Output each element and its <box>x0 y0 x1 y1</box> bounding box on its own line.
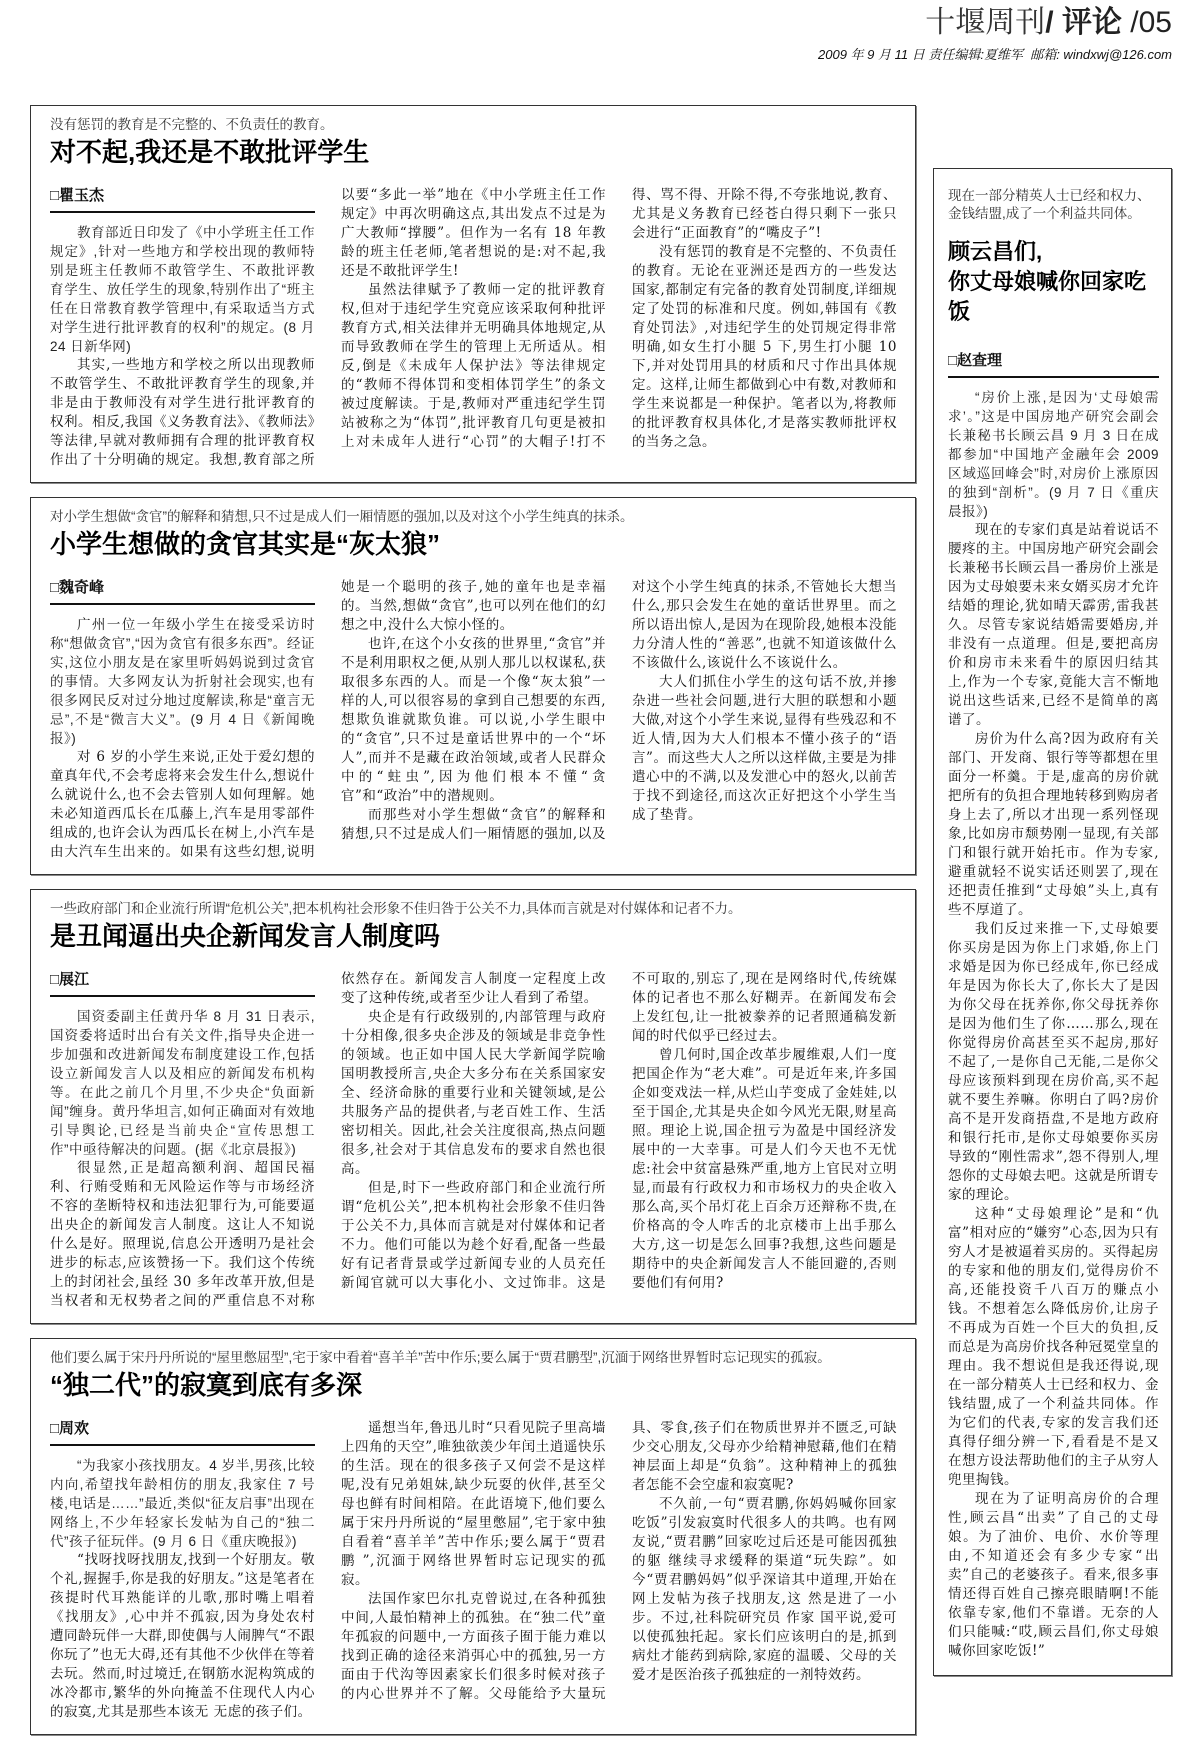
editor-email: 邮箱: windxwj@126.com <box>1030 47 1172 62</box>
article-title: 是丑闻逼出央企新闻发言人制度吗 <box>50 921 441 951</box>
article-kicker: 没有惩罚的教育是不完整的、不负责任的教育。 <box>50 117 334 132</box>
byline: □展江 <box>50 970 315 997</box>
paragraph: 没有惩罚的教育是不完整的、不负责任的教育。无论在亚洲还是西方的一些发达国家,都制定有完备的教育处罚制度,详细规定了处罚的标准和尺度。例如,韩国有《教育处罚法》,对违纪学生的处罚规定得非常明确,如女生打小腿 5 下,男生打小腿 10 下,并对处罚用具的材质和尺寸作出具体规定。这样,让师生都做到心中有数,对教师和学生来说都是一种保护。笔者以为,将教师的批评教育权具体化,才是落实教师批评权的当务之急。 <box>632 244 897 450</box>
sidebar-article <box>933 168 1172 1676</box>
paragraph: 曾几何时,国企改革步履维艰,人们一度把国企作为“老大难”。可是近年来,许多国企如变戏法一样,从烂山芋变成了金娃娃,以至于国企,尤其是央企如今风光无限,财星高照。理论上说,国企扭亏为盈是中国经济发展中的一大幸事。可是人们今天也不无忧虑:社会中贫富悬殊严重,地方上官民对立明显,而最有行政权力和市场权力的央企收入那么高,买个吊灯花上百余万还辩称不贵,在价格高的令人咋舌的北京楼市上出手那么大方,这一切是怎么回事?我想,这些问题是期待中的央企新闻发言人不能回避的,否则要他们有何用? <box>632 1047 897 1291</box>
article <box>30 1338 916 1735</box>
paragraph: 房价为什么高?因为政府有关部门、开发商、银行等等都想在里面分一杯羹。于是,虚高的房价就把所有的负担合理地转移到购房者身上去了,所以才出现一系列怪现象,比如房市颓势刚一显现,有关部门和银行就开始托市。作为专家,避重就轻不说实话还则罢了,现在还把责任推到“丈母娘”头上,真有些不厚道了。 <box>948 731 1159 918</box>
byline: □瞿玉杰 <box>50 186 315 213</box>
paragraph: 广州一位一年级小学生在接受采访时称“想做贪官”,“因为贪官有很多东西”。经证实,这位小朋友是在家里听妈妈说到过贪官的事情。大多网友认为折射社会现实,也有很多网民反对过分地过度解读,称是“童言无忌”,不是“微言大义”。(9 月 4 日《新闻晚报》) <box>50 617 315 746</box>
article <box>30 105 916 483</box>
article-body <box>948 351 1159 1661</box>
paragraph: 法国作家巴尔扎克曾说过,在各种孤独中间,人最怕精神上的孤独。在“独二代”童年孤寂的问题中,一方面孩子囿于能力难以找到正确的途径来消弭心中的孤独,另一方面由于代沟等因素家长们很多时候对孩子的内心世界并不了解。父母能给予大量玩具、零食,孩子们在物质世界并不匮乏,可缺少交心朋友,父母亦少给精神慰藉,他们在精神层面上却是“负翁”。这种精神上的孤独者怎能不会空虚和寂寞呢? <box>341 1420 897 1702</box>
article-title: “独二代”的寂寞到底有多深 <box>50 1370 363 1400</box>
byline: □赵查理 <box>948 351 1159 378</box>
article-body <box>50 578 897 862</box>
issue-info <box>818 44 1172 63</box>
article-body <box>50 1419 897 1722</box>
section-name: 评论 <box>1061 5 1122 40</box>
paragraph: 现在的专家们真是站着说话不腰疼的主。中国房地产研究会副会长兼秘书长顾云昌一番房价上涨是因为丈母娘要未来女婿买房才允许结婚的理论,犹如晴天霹雳,雷我甚久。尽管专家说结婚需要婚房,并非没有一点道理。但是,要把高房价和房市未来看牛的原因归结其上,作为一个专家,竟能大言不惭地说出这些话来,已经不是简单的离谱了。 <box>948 522 1159 728</box>
paragraph: 我们反过来推一下,丈母娘要你买房是因为你上门求婚,你上门求婚是因为你已经成年,你已经成年是因为你长大了,你长大了是因为你父母在抚养你,你父母抚养你是因为他们生了你……那么,现在你觉得房价高甚至买不起房,那好不起了,一是你自己无能,二是你父母应该预料到现在房价高,买不起就不要生养嘛。你明白了吗?房价高不是开发商捂盘,不是地方政府和银行托市,是你丈母娘要你买房导致的“刚性需求”,怨不得别人,埋怨你的丈母娘去吧。这就是所谓专家的理论。 <box>948 921 1159 1203</box>
paragraph: 教育部近日印发了《中小学班主任工作规定》,针对一些地方和学校出现的教师特别是班主任教师不敢管学生、不敢批评教育学生、放任学生的现象,特别作出了“班主任在日常教育教学管理中,有采取适当方式对学生进行批评教育的权利”的规定。(8 月 24 日新华网) <box>50 225 315 354</box>
article-title <box>948 237 1159 327</box>
article-body <box>50 970 897 1311</box>
masthead <box>818 6 1172 63</box>
byline: □魏奇峰 <box>50 578 315 605</box>
paragraph: “为我家小孩找朋友。4 岁半,男孩,比较内向,希望找年龄相仿的朋友,我家住 7 号楼,电话是……”最近,类似“征友启事”出现在网络上,不少年轻家长发帖为自己的“独二代”孩子征玩伴。(9 月 6 日《重庆晚报》) <box>50 1458 315 1549</box>
page-number: /05 <box>1130 6 1172 39</box>
article-kicker: 对小学生想做“贪官”的解释和猜想,只不过是成人们一厢情愿的强加,以及对这个小学生纯真的抹杀。 <box>50 509 634 524</box>
paragraph: 很显然,正是超高额利润、超国民福利、行贿受贿和无风险运作等与市场经济不容的垄断特权和违法犯罪行为,可能要逼出央企的新闻发言人制度。这让人不知说什么是好。照理说,信息公开透明乃是社会进步的标志,应该赞扬一下。我们这个传统上的封闭社会,虽经 30 多年改革开放,但是当权者和无权势者之间的严重信息不对称依然存在。新闻发言人制度一定程度上改变了这种传统,或者至少让人看到了希望。 <box>50 971 606 1309</box>
title-line: 你丈母娘喊你回家吃饭 <box>948 269 1147 324</box>
paragraph: 这种“丈母娘理论”是和“仇富”相对应的“嫌穷”心态,因为只有穷人才是被逼着买房的。买得起房的专家和他的朋友们,觉得房价不高,还能投资千八百万的赚点小钱。不想着怎么降低房价,让房子不再成为百姓一个巨大的负担,反而总是为高房价找各种冠冕堂皇的理由。我不想说但是我还得说,现在一部分精英人士已经和权力、金钱结盟,成了一个利益共同体。作为它们的代表,专家的发言我们还真得仔细分辨一下,看看是不是又在想方设法帮助他们的主子从穷人兜里掏钱。 <box>948 1206 1159 1488</box>
paragraph: 大人们抓住小学生的这句话不放,并掺杂进一些社会问题,进行大胆的联想和小题大做,对这个小学生来说,显得有些残忍和不近人情,因为大人们根本不懂小孩子的“语言”。而这些大人之所以这样做,主要是为排遣心中的不满,以及发泄心中的怒火,以前苦于找不到途径,而这次正好把这个小学生当成了垫背。 <box>632 674 897 823</box>
paragraph: 国资委副主任黄丹华 8 月 31 日表示,国资委将适时出台有关文件,指导央企进一步加强和改进新闻发布制度建设工作,包括设立新闻发言人以及相应的新闻发布机构等。在此之前几个月里,不少央企“负面新闻”缠身。黄丹华坦言,如何正确面对有效地引导舆论,已经是当前央企“宣传思想工作”中亟待解决的问题。(据《北京晨报》) <box>50 1009 315 1157</box>
byline: □周欢 <box>50 1419 315 1446</box>
article-kicker: 一些政府部门和企业流行所谓“危机公关”,把本机构社会形象不佳归咎于公关不力,具体而言就是对付媒体和记者不力。 <box>50 901 742 916</box>
paragraph: 遥想当年,鲁迅儿时“只看见院子里高墙上四角的天空”,唯独欲羡少年闰土逍遥快乐的生活。现在的很多孩子又何尝不是这样呢,没有兄弟姐妹,缺少玩耍的伙伴,甚至父母也鲜有时间相陪。在此语境下,他们要么属于宋丹丹所说的“屋里憋屈”,宅于家中独自看着“喜羊羊”苦中作乐;要么属于“贾君鹏 ”,沉湎于网络世界暂时忘记现实的孤寂。 <box>341 1420 606 1588</box>
article-title: 小学生想做的贪官其实是“灰太狼” <box>50 529 441 559</box>
article-body <box>50 186 897 470</box>
page-title: 十堰周刊/ 评论 /05 <box>925 5 1172 40</box>
paragraph: 现在为了证明高房价的合理性,顾云昌“出卖”了自己的丈母娘。为了油价、电价、水价等理由,不知道还会有多少专家“出卖”自己的老婆孩子。看来,很多事情还得百姓自己擦亮眼睛啊!不能依靠专家,他们不靠谱。无奈的人们只能喊:“哎,顾云昌们,你丈母娘喊你回家吃饭!” <box>948 1491 1159 1659</box>
paragraph: 但是,时下一些政府部门和企业流行所谓“危机公关”,把本机构社会形象不佳归咎于公关不力,具体而言就是对付媒体和记者不力。他们可能以为趁个好看,配备一些最好有记者背景或学过新闻专业的人员充任新闻官就可以大事化小、文过饰非。这是不可取的,别忘了,现在是网络时代,传统媒体的记者也不那么好糊弄。在新闻发布会上发红包,让一批被豢养的记者照通稿发新闻的时代似乎已经过去。 <box>341 971 897 1291</box>
main-column <box>30 105 916 1753</box>
editor: 责任编辑:夏维军 <box>928 47 1023 62</box>
paper-name: 十堰周刊 <box>925 6 1046 39</box>
article-title: 对不起,我还是不敢批评学生 <box>50 137 370 167</box>
issue-date: 2009 年 9 月 11 日 <box>818 47 925 62</box>
paragraph: 也许,在这个小女孩的世界里,“贪官”并不是利用职权之便,从别人那儿以权谋私,获取很多东西的人。而是一个像“灰太狼”一样的人,可以很容易的拿到自己想要的东西,想欺负谁就欺负谁。可以说,小学生眼中的“贪官”,只不过是童话世界中的一个“坏人”,而并不是藏在政治领域,或者人民群众中的“蛀虫”,因为他们根本不懂“贪官”和“政治”中的潜规则。 <box>341 636 606 804</box>
paragraph: “房价上涨,是因为‘丈母娘需求’。”这是中国房地产研究会副会长兼秘书长顾云昌 9 月 3 日在成都参加“中国地产金融年会 2009 区域巡回峰会”时,对房价上涨原因的独到“剖析”。(9 月 7 日《重庆晨报》) <box>948 390 1159 519</box>
paragraph: 虽然法律赋予了教师一定的批评教育权,但对于违纪学生究竟应该采取何种批评教育方式,相关法律并无明确具体地规定,从而导致教师在学生的管理上无所适从。相反,倒是《未成年人保护法》等法律规定的“教师不得体罚和变相体罚学生”的条文被过度解读。于是,教师对严重违纪学生罚站被称之为“体罚”,批评教育几句更是被扣上对未成年人进行“心罚”的大帽子!打不得、骂不得、开除不得,不夸张地说,教育、尤其是义务教育已经苍白得只剩下一张只会进行“正面教育”的“嘴皮子”! <box>341 187 897 450</box>
paragraph: “找呀找呀找朋友,找到一个好朋友。敬个礼,握握手,你是我的好朋友。”这是笔者在孩提时代耳熟能详的儿歌,那时嘴上唱着《找朋友》,心中并不孤寂,因为身处农村 遭同龄玩伴一大群,即使偶与人闹脾气“不跟你玩了”也无大碍,还有其他不少伙伴在等着去玩。然而,时过境迁,在钢筋水泥构筑成的冰冷都市,繁华的外向掩盖不住现代人内心的寂寞,尤其是那些本该无 无虑的孩子们。 <box>50 1552 315 1720</box>
paragraph: 央企是有行政级别的,内部管理与政府十分相像,很多央企涉及的领域是非竞争性的领域。也正如中国人民大学新闻学院喻国明教授所言,央企大多分布在关系国家安全、经济命脉的重要行业和关键领域,是公共服务产品的提供者,与老百姓工作、生活密切相关。因此,社会关注度很高,热点问题很多,社会对于其信息发布的要求自然也很高。 <box>341 1009 606 1177</box>
paragraph: 不久前,一句“贾君鹏,你妈妈喊你回家吃饭”引发寂寞时代很多人的共鸣。也有网友说,“贾君鹏”回家吃过后还是可能因孤独的躯 继续寻求缓释的渠道“玩失踪”。如今“贾君鹏妈妈”似乎深谙其中道理,开始在网上发帖为孩子找朋友,这 然是进了一小步。不过,社科院研究员 作家 国平说,爱可以使孤独托起。家长们应该明白的是,抓到病灶才能药到病除,家庭的温暖、父母的关爱才是医治孩子孤独症的一剂特效药。 <box>632 1496 897 1683</box>
paragraph: 而那些对小学生想做“贪官”的解释和猜想,只不过是成人们一厢情愿的强加,以及对这个小学生纯真的抹杀,不管她长大想当什么,那只会发生在她的童话世界里。而之所以语出惊人,是因为在现阶段,她根本没能力分清人性的“善恶”,也就不知道该做什么不该做什么,该说什么不该说什么。 <box>341 579 897 842</box>
title-line: 顾云昌们, <box>948 239 1043 264</box>
paragraph: 对 6 岁的小学生来说,正处于爱幻想的童真年代,不会考虑将来会发生什么,想说什么就说什么,也不会去管别人如何理解。她未必知道西瓜长在瓜藤上,汽车是用零部件组成的,也许会认为西瓜长在树上,小汽车是由大汽车生出来的。如果有这些幻想,说明她是一个聪明的孩子,她的童年也是幸福的。当然,想做“贪官”,也可以列在他们的幻想之中,没什么大惊小怪的。 <box>50 579 606 860</box>
article <box>30 497 916 875</box>
article-kicker: 他们要么属于宋丹丹所说的“屋里憋屈型”,宅于家中看着“喜羊羊”苦中作乐;要么属于“贾君鹏型”,沉湎于网络世界暂时忘记现实的孤寂。 <box>50 1350 831 1365</box>
article <box>30 889 916 1324</box>
paragraph: 其实,一些地方和学校之所以出现教师不敢管学生、不敢批评教育学生的现象,并非是由于教师没有对学生进行批评教育的权利。相反,我国《义务教育法》、《教师法》等法律,早就对教师拥有合理的批评教育权作出了十分明确的规定。我想,教育部之所以要“多此一举”地在《中小学班主任工作规定》中再次明确这点,其出发点不过是为广大教师“撑腰”。但作为一名有 18 年教龄的班主任老师,笔者想说的是:对不起,我还是不敢批评学生! <box>50 187 606 468</box>
article-kicker: 现在一部分精英人士已经和权力、金钱结盟,成了一个利益共同体。 <box>948 188 1151 221</box>
